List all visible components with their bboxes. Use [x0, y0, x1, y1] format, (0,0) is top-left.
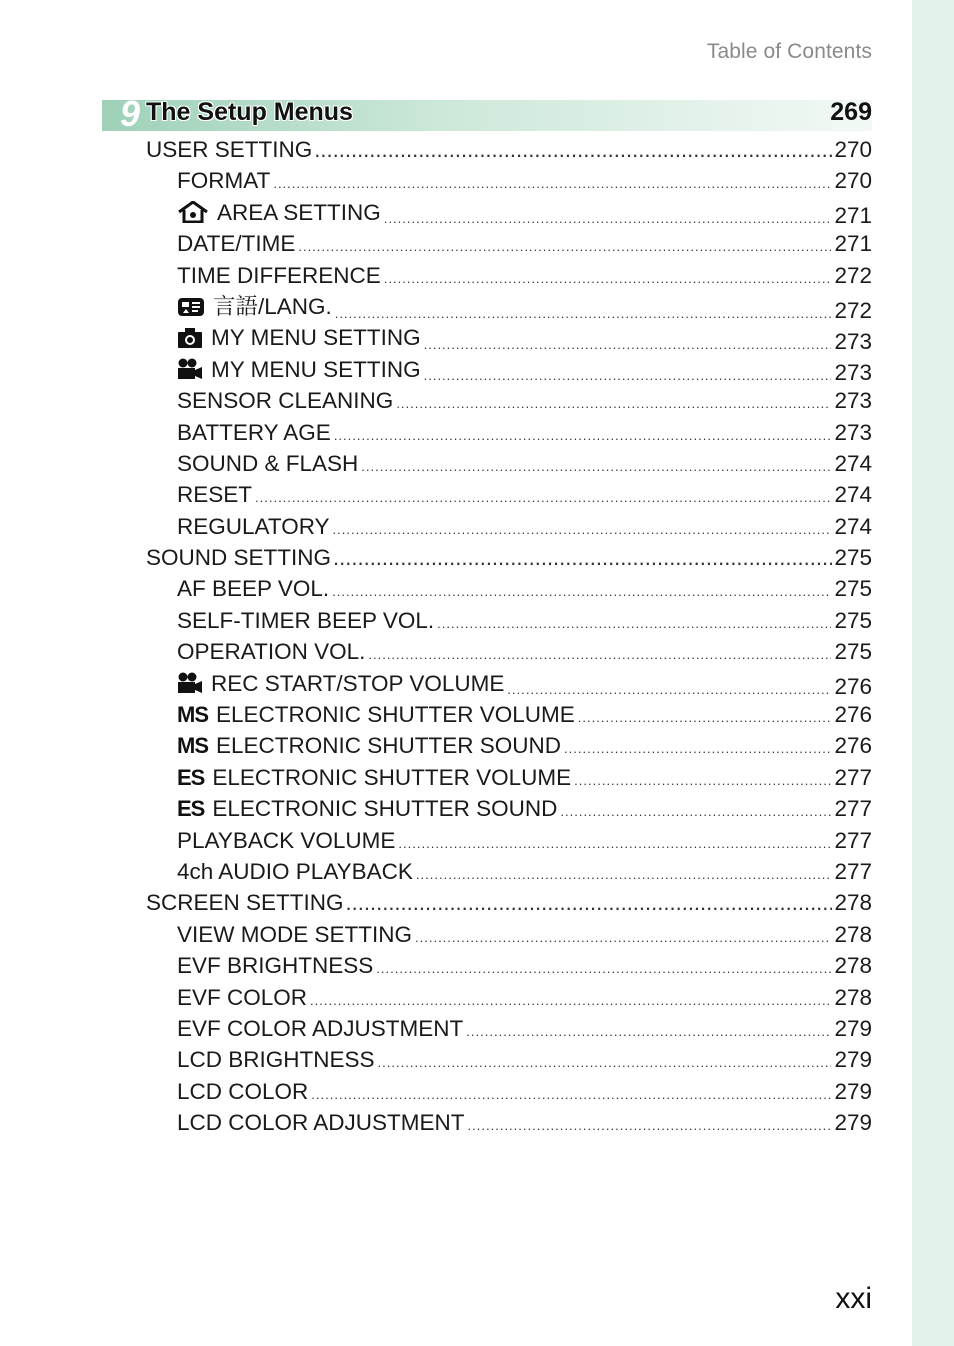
toc-item-entry[interactable]: [146, 825, 872, 856]
toc-item-label: PLAYBACK VOLUME: [177, 827, 396, 853]
toc-page-number: 274: [834, 482, 872, 508]
toc-item-label: EVF BRIGHTNESS: [177, 953, 374, 979]
toc-item-label: EVF COLOR ADJUSTMENT: [177, 1015, 464, 1041]
toc-page-number: 274: [834, 450, 872, 476]
dot-leader: [346, 887, 833, 918]
icon-text: ES: [177, 764, 205, 790]
dot-leader: [311, 1079, 831, 1110]
toc-item: [177, 448, 358, 479]
toc-page-number: 273: [834, 419, 872, 445]
toc-item-entry[interactable]: [146, 260, 872, 291]
toc-item-label: MY MENU SETTING: [211, 356, 421, 382]
icon-text: MS: [177, 702, 208, 728]
toc-item-label: SELF-TIMER BEEP VOL.: [177, 607, 435, 633]
toc-item-entry[interactable]: [146, 730, 872, 761]
es-icon: [177, 762, 204, 793]
toc-item-entry[interactable]: [146, 1013, 872, 1044]
toc-page-number: 273: [834, 329, 872, 355]
toc-item: [177, 291, 332, 322]
toc-item: [177, 636, 365, 667]
toc-page-number: 276: [834, 702, 872, 728]
dot-leader: [424, 329, 832, 360]
toc-item-label: 4ch AUDIO PLAYBACK: [177, 858, 413, 884]
chapter-title[interactable]: The Setup Menus: [146, 98, 353, 126]
toc-item-label: REGULATORY: [177, 513, 330, 539]
toc-section-entry[interactable]: [146, 542, 872, 573]
toc-page-number: 278: [834, 953, 872, 979]
toc-item-entry[interactable]: [146, 950, 872, 981]
movie-camera-icon: [177, 358, 203, 380]
dot-leader: [310, 985, 831, 1016]
toc-item: [177, 511, 330, 542]
chapter-number: 9: [120, 93, 141, 134]
toc-page-number: 275: [834, 545, 872, 571]
toc-item: [177, 322, 421, 353]
language-icon: [177, 296, 205, 318]
toc-item: [177, 228, 295, 259]
toc-page-number: 279: [834, 1078, 872, 1104]
toc-page-number: 270: [834, 137, 872, 162]
toc-page-number: 279: [834, 1110, 872, 1136]
toc-item: [177, 1107, 465, 1138]
toc-item: [177, 793, 557, 824]
toc-item: [177, 605, 434, 636]
dot-leader: [368, 639, 831, 670]
dot-leader: [333, 514, 832, 545]
toc-item: [177, 479, 252, 510]
toc-item: [177, 1013, 463, 1044]
toc-item: [177, 417, 331, 448]
dot-leader: [334, 420, 832, 451]
toc-page-number: 273: [834, 388, 872, 414]
dot-leader: [384, 203, 832, 234]
dot-leader: [332, 576, 831, 607]
toc-page-number: 278: [834, 984, 872, 1010]
dot-leader: [574, 765, 831, 796]
dot-leader: [424, 360, 832, 391]
toc-item: [177, 668, 504, 699]
toc-item-label: ELECTRONIC SHUTTER SOUND: [216, 733, 562, 759]
toc-item-label: ELECTRONIC SHUTTER SOUND: [212, 796, 558, 822]
toc-item: [177, 1076, 308, 1107]
toc-item-label: SOUND & FLASH: [177, 450, 359, 476]
toc-section-entry[interactable]: [146, 887, 872, 918]
toc-item-entry[interactable]: [146, 417, 872, 448]
toc-item-entry[interactable]: [146, 448, 872, 479]
dot-leader: [415, 922, 831, 953]
toc-item-label: OPERATION VOL.: [177, 639, 366, 665]
toc-page-number: 279: [834, 1047, 872, 1073]
toc-item-label: AF BEEP VOL.: [177, 576, 330, 602]
toc-item: [177, 260, 381, 291]
toc-page-number: 274: [834, 513, 872, 539]
toc-item-label: TIME DIFFERENCE: [177, 262, 381, 288]
ms-icon: [177, 730, 208, 761]
toc-item-entry[interactable]: [146, 605, 872, 636]
toc-page-number: 273: [834, 360, 872, 386]
toc-item-entry[interactable]: [146, 479, 872, 510]
toc-page-number: 272: [834, 262, 872, 288]
home-icon: [177, 201, 209, 223]
toc-section-label: USER SETTING: [146, 137, 313, 162]
toc-section-entry[interactable]: [146, 134, 872, 165]
toc-item-label: BATTERY AGE: [177, 419, 331, 445]
dot-leader: [416, 859, 832, 890]
toc-item-entry[interactable]: [146, 511, 872, 542]
icon-text: MS: [177, 733, 208, 759]
movie-camera-icon: [177, 672, 203, 694]
toc-item: [177, 385, 393, 416]
dot-leader: [333, 542, 832, 573]
toc-item-entry[interactable]: [146, 668, 872, 699]
toc-page-number: 276: [834, 733, 872, 759]
es-icon: [177, 793, 204, 824]
toc-page-number: 277: [834, 796, 872, 822]
toc-page-number: 277: [834, 858, 872, 884]
toc-item-entry[interactable]: [146, 762, 872, 793]
toc-item-entry[interactable]: [146, 919, 872, 950]
toc-item-label: REC START/STOP VOLUME: [211, 670, 505, 696]
toc-section-label: SCREEN SETTING: [146, 890, 344, 916]
toc-item: [177, 982, 307, 1013]
toc-page-number: 276: [834, 674, 872, 700]
toc-item-entry[interactable]: [146, 385, 872, 416]
toc-item-entry[interactable]: [146, 1044, 872, 1075]
toc-item-entry[interactable]: [146, 228, 872, 259]
toc-item: [177, 730, 561, 761]
toc-item: [177, 573, 329, 604]
toc-item-label: SENSOR CLEANING: [177, 388, 394, 414]
toc-item-entry[interactable]: [146, 636, 872, 667]
toc-item-label: LCD COLOR ADJUSTMENT: [177, 1110, 465, 1136]
toc-item-label: VIEW MODE SETTING: [177, 921, 413, 947]
toc-item-entry[interactable]: [146, 793, 872, 824]
toc-item-entry[interactable]: [146, 856, 872, 887]
toc-page-number: 271: [834, 203, 872, 229]
dot-leader: [376, 953, 831, 984]
dot-leader: [378, 1047, 832, 1078]
toc-item-label: LCD COLOR: [177, 1078, 309, 1104]
toc-item-entry[interactable]: [146, 573, 872, 604]
toc-item: [177, 1044, 375, 1075]
toc-item-entry[interactable]: [146, 1076, 872, 1107]
table-of-contents-list: [146, 134, 872, 1139]
toc-page-number: 277: [834, 827, 872, 853]
toc-page-number: 279: [834, 1015, 872, 1041]
dot-leader: [384, 263, 832, 294]
toc-item: [177, 699, 575, 730]
toc-page-number: 271: [834, 231, 872, 257]
side-tab-strip: [912, 0, 954, 1346]
toc-item-entry[interactable]: [146, 699, 872, 730]
toc-item-entry[interactable]: [146, 982, 872, 1013]
toc-item-label: LCD BRIGHTNESS: [177, 1047, 375, 1073]
dot-leader: [560, 796, 831, 827]
toc-item-label: MY MENU SETTING: [211, 325, 421, 351]
dot-leader: [298, 231, 831, 262]
dot-leader: [398, 828, 831, 859]
icon-text: ES: [177, 796, 205, 822]
toc-item-label: 言語/LANG.: [213, 293, 332, 319]
toc-item: [177, 825, 395, 856]
toc-item-label: EVF COLOR: [177, 984, 308, 1010]
toc-page-number: 277: [834, 764, 872, 790]
toc-item: [177, 856, 413, 887]
toc-item-entry[interactable]: [146, 291, 872, 322]
camera-icon: [177, 327, 203, 349]
dot-leader: [564, 733, 831, 764]
toc-page-number: 275: [834, 576, 872, 602]
toc-item: [177, 950, 373, 981]
dot-leader: [578, 702, 832, 733]
ms-icon: [177, 699, 208, 730]
toc-item-label: RESET: [177, 482, 253, 508]
toc-page-number: 275: [834, 607, 872, 633]
toc-page-number: 270: [834, 168, 872, 194]
toc-item: [177, 354, 421, 385]
dot-leader: [255, 482, 831, 513]
toc-item-label: ELECTRONIC SHUTTER VOLUME: [212, 764, 572, 790]
toc-page-number: 272: [834, 297, 872, 323]
dot-leader: [361, 451, 831, 482]
toc-item: [177, 165, 270, 196]
dot-leader: [273, 168, 831, 199]
page-folio: xxi: [835, 1282, 872, 1315]
dot-leader: [314, 134, 832, 165]
dot-leader: [466, 1016, 831, 1047]
toc-page-number: 278: [834, 921, 872, 947]
toc-item-entry[interactable]: [146, 197, 872, 228]
toc-item-label: FORMAT: [177, 168, 271, 194]
toc-item: [177, 762, 571, 793]
toc-item-label: AREA SETTING: [217, 199, 381, 225]
toc-item-label: ELECTRONIC SHUTTER VOLUME: [216, 702, 575, 728]
toc-section-label: SOUND SETTING: [146, 545, 332, 571]
toc-item: [177, 919, 412, 950]
toc-item: [177, 197, 381, 228]
toc-page-number: 278: [834, 890, 872, 916]
dot-leader: [437, 608, 831, 639]
toc-item-entry[interactable]: [146, 1107, 872, 1138]
toc-page-number: 275: [834, 639, 872, 665]
dot-leader: [396, 388, 831, 419]
running-header: Table of Contents: [706, 40, 872, 63]
dot-leader: [468, 1110, 832, 1141]
toc-item-entry[interactable]: [146, 165, 872, 196]
toc-item-label: DATE/TIME: [177, 231, 296, 257]
chapter-page-number[interactable]: 269: [830, 98, 872, 126]
